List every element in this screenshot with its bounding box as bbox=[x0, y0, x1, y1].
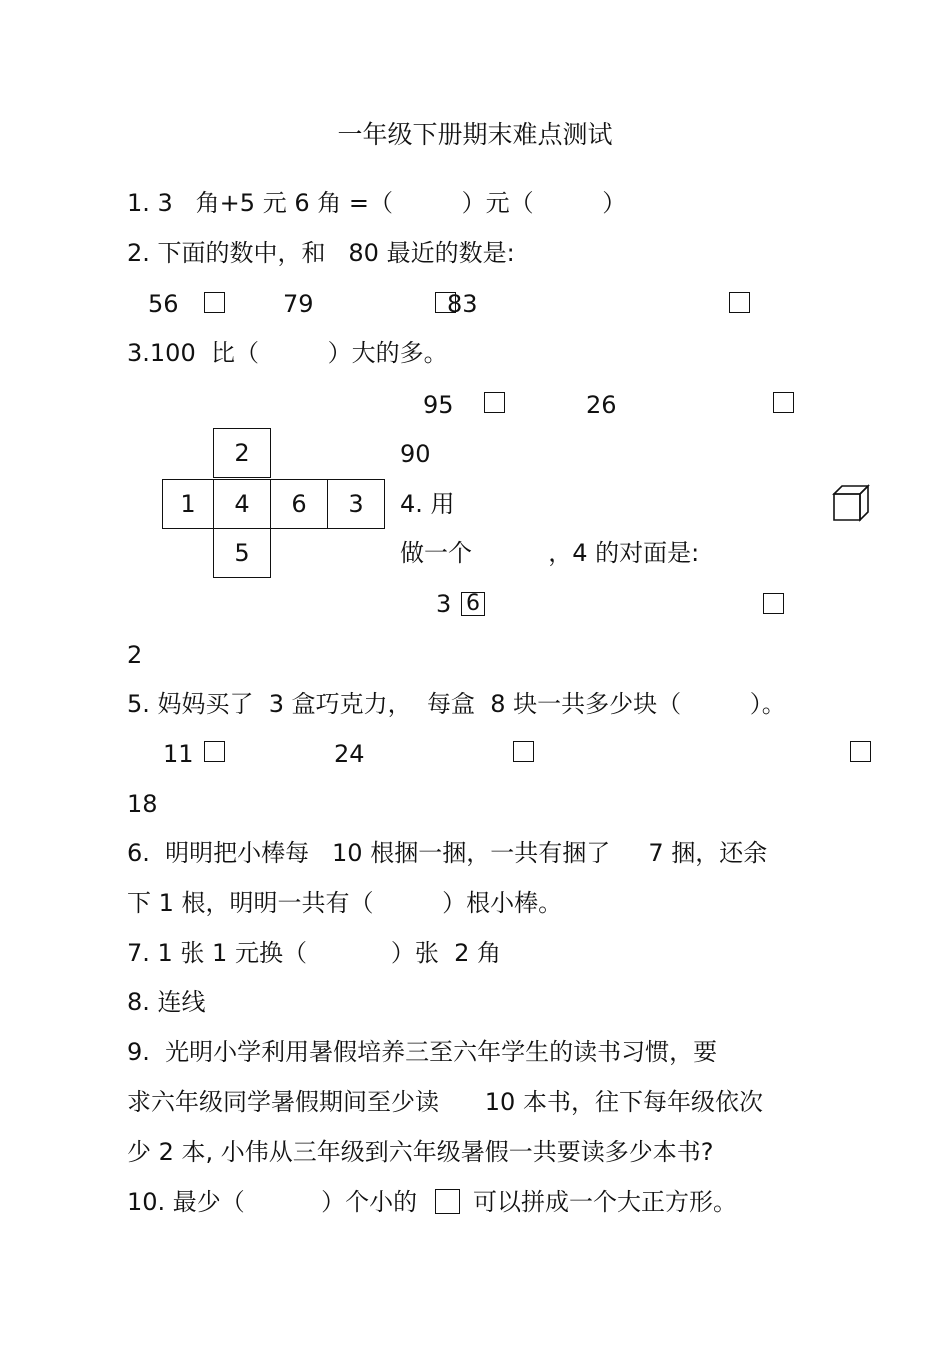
q4-checkbox[interactable] bbox=[763, 593, 784, 614]
q4-option-c: 2 bbox=[127, 641, 143, 669]
q3-checkbox-a[interactable] bbox=[484, 392, 505, 413]
q5-option-a: 11 bbox=[163, 740, 194, 768]
question-3: 3.100 比（ ）大的多。 bbox=[127, 339, 448, 367]
q5-option-c: 18 bbox=[127, 790, 158, 818]
question-9-line-1: 9. 光明小学利用暑假培养三至六年学生的读书习惯，要 bbox=[127, 1038, 718, 1066]
q5-checkbox-a[interactable] bbox=[204, 741, 225, 762]
cube-icon bbox=[832, 484, 870, 522]
q2-option-a: 56 bbox=[148, 290, 179, 318]
net-face-right: 6 bbox=[270, 479, 328, 529]
question-8: 8. 连线 bbox=[127, 988, 206, 1016]
question-1: 1. 3 角+5 元 6 角 =（ ）元（ ） bbox=[127, 189, 627, 217]
q3-option-b: 26 bbox=[586, 391, 617, 419]
question-9-line-3: 少 2 本, 小伟从三年级到六年级暑假一共要读多少本书? bbox=[127, 1138, 714, 1166]
q3-checkbox-b[interactable] bbox=[773, 392, 794, 413]
question-7: 7. 1 张 1 元换（ ）张 2 角 bbox=[127, 939, 502, 967]
net-face-left: 1 bbox=[162, 479, 214, 529]
q5-option-b: 24 bbox=[334, 740, 365, 768]
net-face-far-right: 3 bbox=[327, 479, 385, 529]
q4-option-a: 3 bbox=[436, 590, 452, 618]
q3-option-c: 90 bbox=[400, 440, 431, 468]
q3-option-a: 95 bbox=[423, 391, 454, 419]
page-title: 一年级下册期末难点测试 bbox=[337, 120, 613, 149]
question-5: 5. 妈妈买了 3 盒巧克力， 每盒 8 块一共多少块（ ）。 bbox=[127, 690, 786, 718]
q2-option-c: 83 bbox=[447, 290, 478, 318]
question-9-line-2: 求六年级同学暑假期间至少读 10 本书，往下每年级依次 bbox=[127, 1088, 763, 1116]
net-face-top: 2 bbox=[213, 428, 271, 478]
question-2: 2. 下面的数中，和 80 最近的数是: bbox=[127, 239, 515, 267]
question-4-a: 4. 用 bbox=[400, 490, 455, 518]
net-face-bottom: 5 bbox=[213, 528, 271, 578]
question-6-line-2: 下 1 根，明明一共有（ ）根小棒。 bbox=[127, 889, 563, 917]
small-square-icon bbox=[435, 1189, 460, 1214]
question-6-line-1: 6. 明明把小棒每 10 根捆一捆，一共有捆了 7 捆，还余 bbox=[127, 839, 768, 867]
q4-option-b[interactable]: 6 bbox=[461, 592, 485, 616]
question-10-a: 10. 最少（ ）个小的 bbox=[127, 1188, 418, 1216]
q2-checkbox-c[interactable] bbox=[729, 292, 750, 313]
q5-checkbox-c[interactable] bbox=[850, 741, 871, 762]
q2-option-b: 79 bbox=[283, 290, 314, 318]
net-face-center: 4 bbox=[213, 479, 271, 529]
question-10-b: 可以拼成一个大正方形。 bbox=[473, 1188, 737, 1216]
q5-checkbox-b[interactable] bbox=[513, 741, 534, 762]
question-4-b: 做一个 ，4 的对面是: bbox=[400, 539, 700, 567]
q2-checkbox-a[interactable] bbox=[204, 292, 225, 313]
